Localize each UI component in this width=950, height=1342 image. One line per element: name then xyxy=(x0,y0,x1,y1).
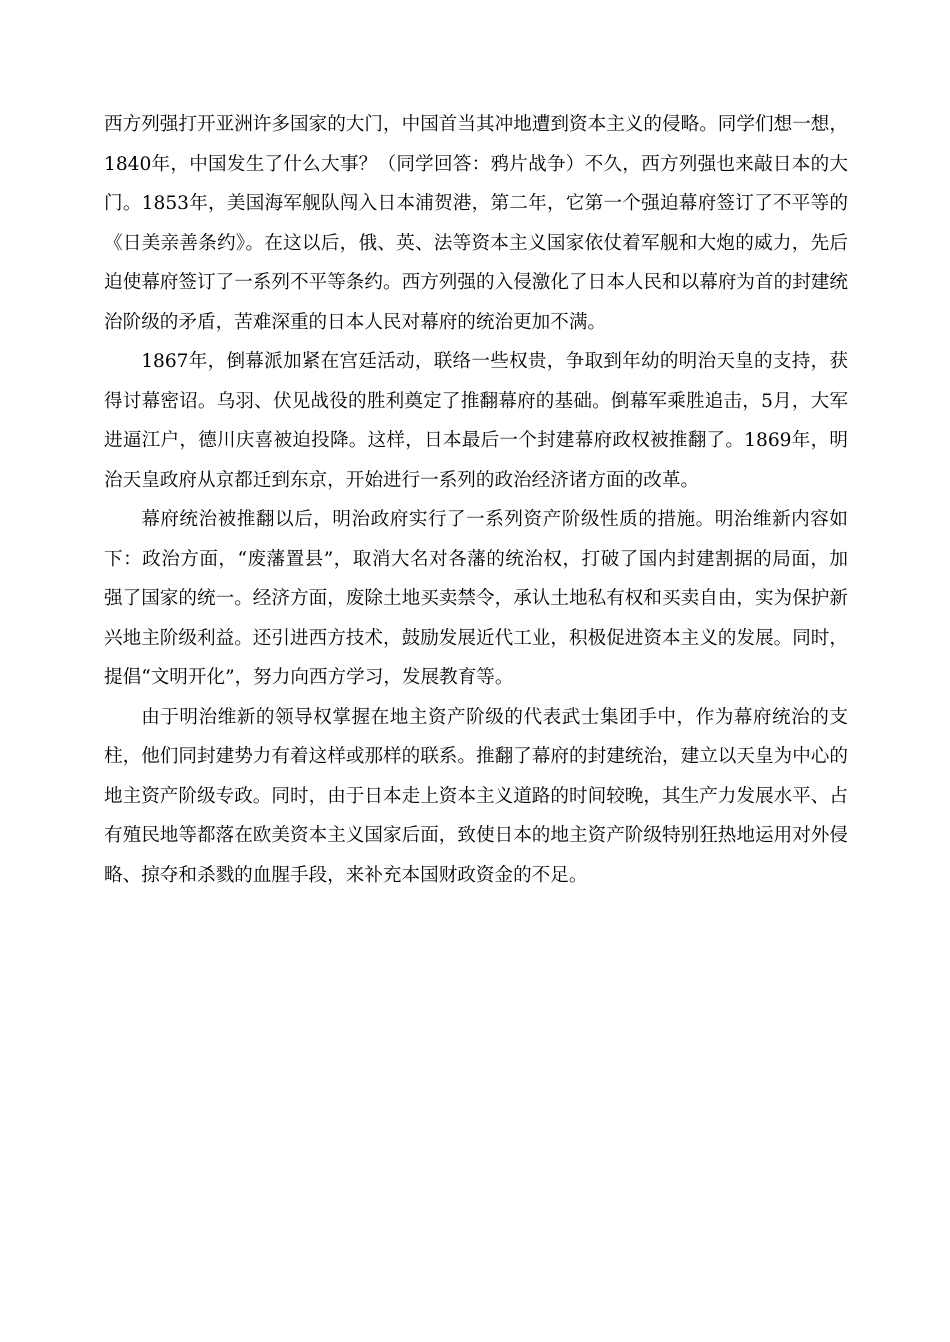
paragraph-meiji-reforms: 幕府统治被推翻以后，明治政府实行了一系列资产阶级性质的措施。明治维新内容如下：政治方面，“废藩置县”，取消大名对各藩的统治权，打破了国内封建割据的局面，加强了国家的统一。经济方面，废除土地买卖禁令，承认土地私有权和买卖自由，实为保护新兴地主阶级利益。还引进西方技术，鼓励发展近代工业，积极促进资本主义的发展。同时，提倡“文明开化”，努力向西方学习，发展教育等。 xyxy=(104,509,848,688)
document-page xyxy=(104,105,848,895)
paragraph-western-powers: 西方列强打开亚洲许多国家的大门，中国首当其冲地遭到资本主义的侵略。同学们想一想，1840年，中国发生了什么大事？（同学回答：鸦片战争）不久，西方列强也来敲日本的大门。1853年，美国海军舰队闯入日本浦贺港，第二年，它第一个强迫幕府签订了不平等的《日美亲善条约》。在这以后，俄、英、法等资本主义国家依仗着军舰和大炮的威力，先后迫使幕府签订了一系列不平等条约。西方列强的入侵激化了日本人民和以幕府为首的封建统治阶级的矛盾，苦难深重的日本人民对幕府的统治更加不满。 xyxy=(104,114,848,333)
paragraph-meiji-limitations: 由于明治维新的领导权掌握在地主资产阶级的代表武士集团手中，作为幕府统治的支柱，他们同封建势力有着这样或那样的联系。推翻了幕府的封建统治，建立以天皇为中心的地主资产阶级专政。同时，由于日本走上资本主义道路的时间较晚，其生产力发展水平、占有殖民地等都落在欧美资本主义国家后面，致使日本的地主资产阶级特别狂热地运用对外侵略、掠夺和杀戮的血腥手段，来补充本国财政资金的不足。 xyxy=(104,706,848,886)
paragraph-1867-overthrow: 1867年，倒幕派加紧在宫廷活动，联络一些权贵，争取到年幼的明治天皇的支持，获得讨幕密诏。乌羽、伏见战役的胜利奠定了推翻幕府的基础。倒幕军乘胜追击，5月，大军进逼江户，德川庆喜被迫投降。这样，日本最后一个封建幕府政权被推翻了。1869年，明治天皇政府从京都迁到东京，开始进行一系列的政治经济诸方面的改革。 xyxy=(104,351,848,491)
